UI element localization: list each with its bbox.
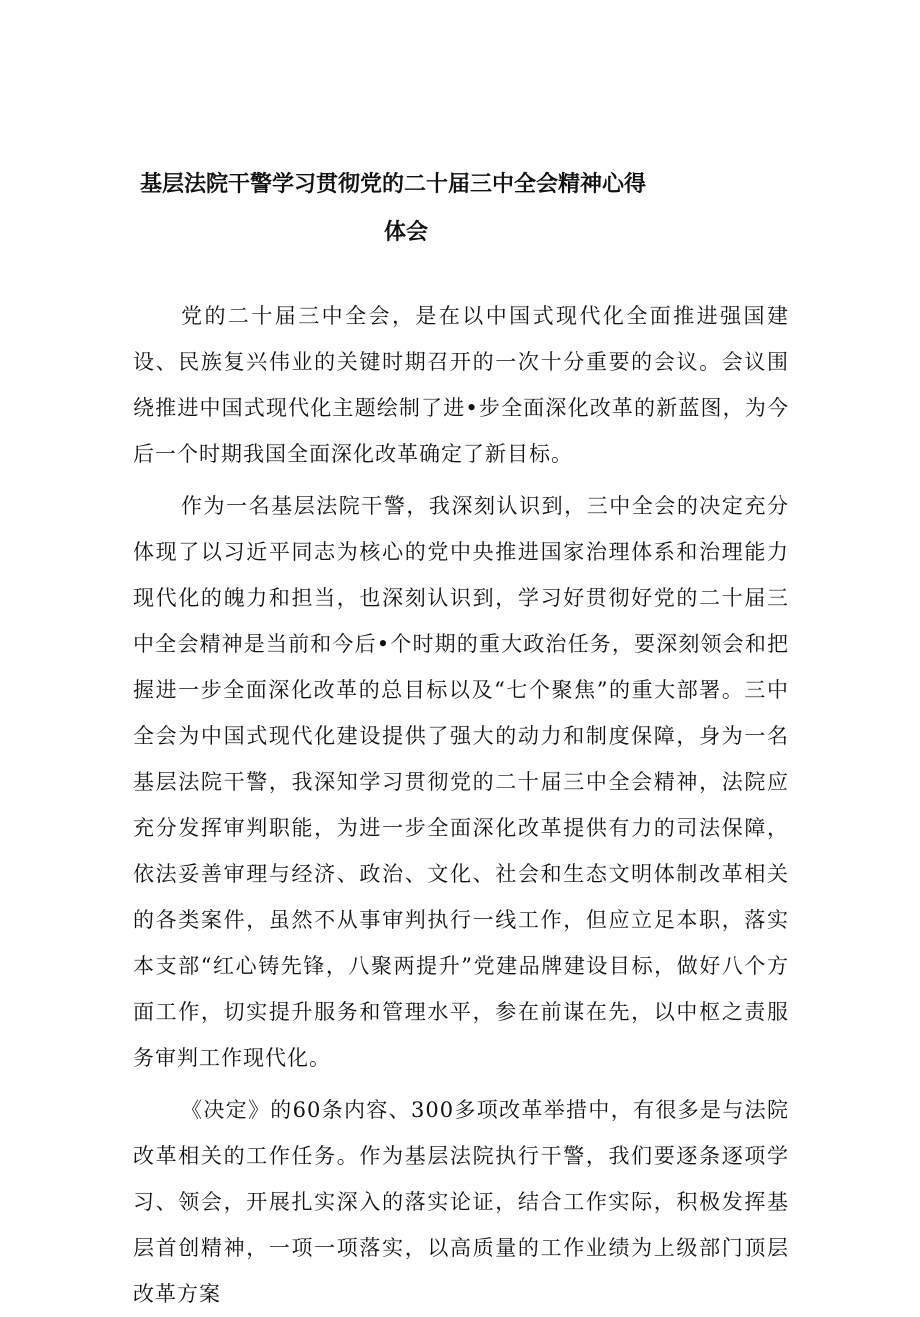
paragraph-3: 《决定》的60条内容、300多项改革举措中，有很多是与法院改革相关的工作任务。作为基层法院执行干警，我们要逐条逐项学习、领会，开展扎实深入的落实论证，结合工作实际，积极发挥基层首创精神，一项一项落实，以高质量的工作业绩为上级部门顶层改革方案: [133, 1098, 789, 1306]
document-title: [0, 161, 920, 257]
title-line-2: 体会: [384, 220, 429, 245]
title-line-1: 基层法院干警学习贯彻党的二十届三中全会精神心得: [140, 172, 647, 197]
document-body: [133, 293, 789, 1317]
paragraph-1: 党的二十届三中全会，是在以中国式现代化全面推进强国建设、民族复兴伟业的关键时期召开的一次十分重要的会议。会议围绕推进中国式现代化主题绘制了进•步全面深化改革的新蓝图，为今后一个时期我国全面深化改革确定了新目标。: [133, 304, 789, 466]
paragraph-2: 作为一名基层法院干警，我深刻认识到，三中全会的决定充分体现了以习近平同志为核心的党中央推进国家治理体系和治理能力现代化的魄力和担当，也深刻认识到，学习好贯彻好党的二十届三中全会精神是当前和今后•个时期的重大政治任务，要深刻领会和把握进一步全面深化改革的总目标以及“七个聚焦”的重大部署。三中全会为中国式现代化建设提供了强大的动力和制度保障，身为一名基层法院干警，我深知学习贯彻党的二十届三中全会精神，法院应充分发挥审判职能，为进一步全面深化改革提供有力的司法保障，依法妥善审理与经济、政治、文化、社会和生态文明体制改革相关的各类案件，虽然不从事审判执行一线工作，但应立足本职，落实本支部“红心铸先锋，八聚两提升”党建品牌建设目标，做好八个方面工作，切实提升服务和管理水平，参在前谋在先，以中枢之责服务审判工作现代化。: [133, 494, 789, 1070]
